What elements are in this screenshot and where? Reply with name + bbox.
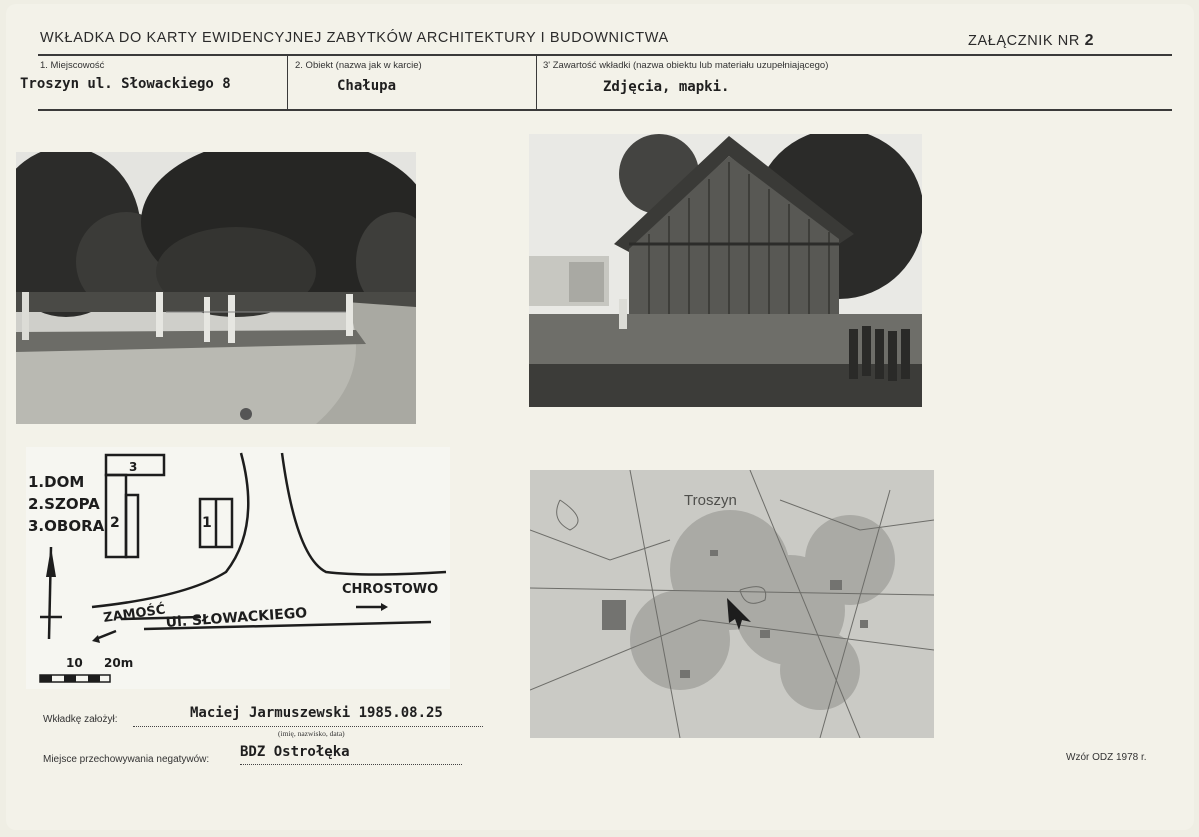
legend-dom: 1.DOM (28, 473, 85, 491)
label-building-3: 3 (129, 460, 138, 474)
barn-photo-image (529, 134, 922, 407)
locality-value: Troszyn ul. Słowackiego 8 (20, 76, 231, 92)
legend-szopa: 2.SZOPA (28, 495, 100, 513)
topographic-map (530, 470, 934, 738)
author-value: Maciej Jarmuszewski 1985.08.25 (190, 705, 443, 721)
locality-label: 1. Miejscowość (40, 60, 105, 71)
map-town-label: Troszyn (684, 492, 737, 509)
label-chrostowo: CHROSTOWO (342, 582, 439, 597)
label-street: Ul. SŁOWACKIEGO (165, 605, 308, 631)
object-label: 2. Obiekt (nazwa jak w karcie) (295, 60, 422, 71)
author-hint: (imię, nazwisko, data) (278, 729, 345, 738)
object-value: Chałupa (337, 78, 397, 94)
attachment-label: ZAŁĄCZNIK NR (968, 33, 1080, 49)
scale-20m: 20m (104, 656, 134, 670)
scale-10: 10 (66, 656, 83, 670)
contents-label: 3' Zawartość wkładki (nazwa obiektu lub materiału uzupełniającego) (543, 60, 829, 71)
author-line (133, 726, 483, 727)
label-building-2: 2 (110, 515, 120, 531)
pattern-note: Wzór ODZ 1978 r. (1066, 752, 1147, 763)
field-divider-1 (287, 56, 288, 109)
contents-value: Zdjęcia, mapki. (603, 79, 730, 95)
road-east (282, 453, 446, 575)
author-label: Wkładkę założył: (43, 714, 118, 725)
storage-value: BDZ Ostrołęka (240, 744, 350, 760)
attachment-number-value: 2 (1084, 32, 1095, 49)
label-building-1: 1 (202, 515, 212, 531)
street-photo-image (16, 152, 416, 424)
header-rule-bottom (38, 109, 1172, 111)
scale-bar (40, 675, 110, 682)
site-sketch-drawing (26, 447, 450, 689)
site-sketch (26, 447, 450, 689)
field-divider-2 (536, 56, 537, 109)
document-title: WKŁADKA DO KARTY EWIDENCYJNEJ ZABYTKÓW ARCHITEKTURY I BUDOWNICTWA (40, 30, 669, 46)
storage-label: Miejsce przechowywania negatywów: (43, 754, 210, 765)
topographic-map-image (530, 470, 934, 738)
photo-barn (529, 134, 922, 407)
header-rule-top (38, 54, 1172, 56)
label-zamosc: ZAMOŚĆ (102, 602, 167, 626)
legend-obora: 3.OBORA (28, 517, 105, 535)
attachment-number (968, 32, 1094, 50)
storage-line (240, 764, 462, 765)
photo-street (16, 152, 416, 424)
